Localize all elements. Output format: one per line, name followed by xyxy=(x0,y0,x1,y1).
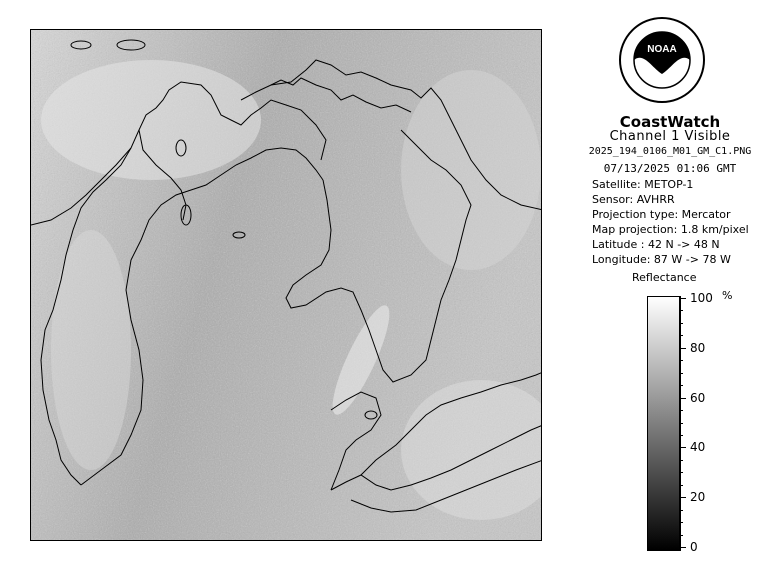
cloud-streak xyxy=(401,70,541,270)
colorbar-minor-tick xyxy=(680,485,683,486)
colorbar-tick-label: 40 xyxy=(690,440,706,455)
colorbar-tick xyxy=(680,298,686,299)
logo-text: NOAA xyxy=(647,44,677,55)
colorbar-minor-tick xyxy=(680,423,683,424)
longitude-text: Longitude: 87 W -> 78 W xyxy=(592,253,731,266)
projection-type-text: Projection type: Mercator xyxy=(592,208,731,221)
sensor-text: Sensor: AVHRR xyxy=(592,193,675,206)
satellite-map[interactable] xyxy=(30,29,542,541)
colorbar-minor-tick xyxy=(680,385,683,386)
colorbar-minor-tick xyxy=(680,435,683,436)
colorbar-tick-label: 20 xyxy=(690,490,706,505)
satellite-text: Satellite: METOP-1 xyxy=(592,178,694,191)
noaa-logo-icon xyxy=(618,16,706,104)
colorbar-minor-tick xyxy=(680,310,683,311)
colorbar-tick xyxy=(680,447,686,448)
colorbar-minor-tick xyxy=(680,522,683,523)
colorbar-minor-tick xyxy=(680,323,683,324)
page-title: CoastWatch xyxy=(619,113,721,131)
map-svg xyxy=(31,30,542,541)
colorbar-tick xyxy=(680,398,686,399)
colorbar-minor-tick xyxy=(680,460,683,461)
colorbar-minor-tick xyxy=(680,335,683,336)
colorbar-minor-tick xyxy=(680,510,683,511)
colorbar-axis xyxy=(680,296,681,551)
colorbar-minor-tick xyxy=(680,360,683,361)
reflectance-colorbar xyxy=(647,296,680,551)
cloud-streak xyxy=(51,230,131,470)
colorbar-unit: % xyxy=(722,289,733,302)
map-projection-text: Map projection: 1.8 km/pixel xyxy=(592,223,749,236)
file-name: 2025_194_0106_M01_GM_C1.PNG xyxy=(588,146,752,157)
colorbar-tick xyxy=(680,497,686,498)
acquisition-datetime: 07/13/2025 01:06 GMT xyxy=(603,162,737,175)
latitude-text: Latitude : 42 N -> 48 N xyxy=(592,238,720,251)
colorbar-minor-tick xyxy=(680,410,683,411)
colorbar-tick-label: 60 xyxy=(690,390,706,405)
noaa-logo xyxy=(618,16,706,104)
colorbar-tick xyxy=(680,547,686,548)
colorbar-minor-tick xyxy=(680,472,683,473)
colorbar-tick-label: 80 xyxy=(690,340,706,355)
colorbar-minor-tick xyxy=(680,535,683,536)
colorbar-label: Reflectance xyxy=(632,271,697,284)
colorbar-tick xyxy=(680,348,686,349)
channel-subtitle: Channel 1 Visible xyxy=(609,129,731,144)
colorbar-tick-label: 100 xyxy=(690,291,713,305)
colorbar-minor-tick xyxy=(680,373,683,374)
cloud-streak xyxy=(41,60,261,180)
colorbar-tick-label: 0 xyxy=(690,540,698,554)
